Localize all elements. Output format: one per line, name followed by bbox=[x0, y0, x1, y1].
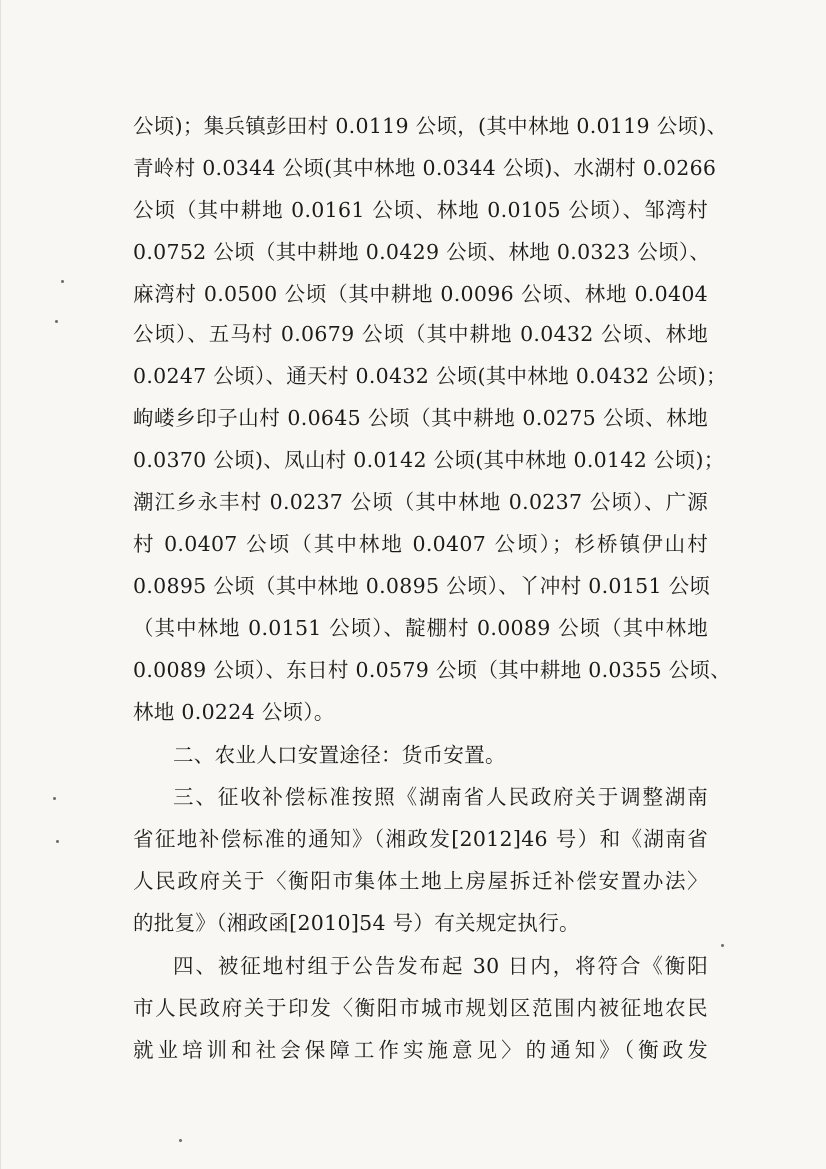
text-line: 岣嵝乡印子山村 0.0645 公顷（其中耕地 0.0275 公顷、林地 bbox=[133, 406, 708, 430]
text-line: 人民政府关于〈衡阳市集体土地上房屋拆迁补偿安置办法〉 bbox=[133, 869, 708, 893]
text-line: 青岭村 0.0344 公顷(其中林地 0.0344 公顷)、水湖村 0.0266 bbox=[133, 156, 717, 180]
text-line: 公顷）、五马村 0.0679 公顷（其中耕地 0.0432 公顷、林地 bbox=[133, 322, 708, 346]
scan-speck bbox=[61, 280, 64, 283]
scan-speck bbox=[721, 944, 724, 947]
text-line: 公顷（其中耕地 0.0161 公顷、林地 0.0105 公顷）、邹湾村 bbox=[133, 198, 708, 222]
scan-speck bbox=[55, 320, 58, 323]
text-line: 麻湾村 0.0500 公顷（其中耕地 0.0096 公顷、林地 0.0404 bbox=[133, 282, 708, 306]
text-line: 就业培训和社会保障工作实施意见〉的通知》（衡政发 bbox=[133, 1038, 708, 1062]
paragraph-3: 三、征收补偿标准按照《湖南省人民政府关于调整湖南 bbox=[173, 785, 708, 809]
text-line: （其中林地 0.0151 公顷）、靛棚村 0.0089 公顷（其中林地 bbox=[133, 616, 708, 640]
text-line: 村 0.0407 公顷（其中林地 0.0407 公顷）；杉桥镇伊山村 bbox=[133, 532, 708, 556]
text-line: 潮江乡永丰村 0.0237 公顷（其中林地 0.0237 公顷）、广源 bbox=[133, 490, 708, 514]
text-line: 的批复》（湘政函[2010]54 号）有关规定执行。 bbox=[133, 911, 580, 935]
text-line: 公顷)；集兵镇彭田村 0.0119 公顷，(其中林地 0.0119 公顷)、 bbox=[133, 114, 728, 138]
text-line: 0.0370 公顷)、凤山村 0.0142 公顷(其中林地 0.0142 公顷)； bbox=[133, 448, 725, 472]
text-line: 市人民政府关于印发〈衡阳市城市规划区范围内被征地农民 bbox=[133, 996, 708, 1020]
scan-speck bbox=[179, 1139, 182, 1142]
text-line: 0.0895 公顷（其中林地 0.0895 公顷）、丫冲村 0.0151 公顷 bbox=[133, 574, 711, 598]
paragraph-2: 二、农业人口安置途径：货币安置。 bbox=[173, 743, 506, 767]
scan-speck bbox=[56, 840, 59, 843]
paragraph-4: 四、被征地村组于公告发布起 30 日内，将符合《衡阳 bbox=[173, 954, 708, 978]
text-line: 0.0247 公顷）、通天村 0.0432 公顷(其中林地 0.0432 公顷)； bbox=[133, 364, 727, 388]
text-line: 0.0089 公顷）、东日村 0.0579 公顷（其中耕地 0.0355 公顷、 bbox=[133, 658, 732, 682]
text-line: 0.0752 公顷（其中耕地 0.0429 公顷、林地 0.0323 公顷）、 bbox=[133, 240, 711, 264]
text-line: 省征地补偿标准的通知》（湘政发[2012]46 号）和《湖南省 bbox=[133, 827, 708, 851]
text-line: 林地 0.0224 公顷）。 bbox=[133, 700, 335, 724]
scan-speck bbox=[53, 797, 56, 800]
